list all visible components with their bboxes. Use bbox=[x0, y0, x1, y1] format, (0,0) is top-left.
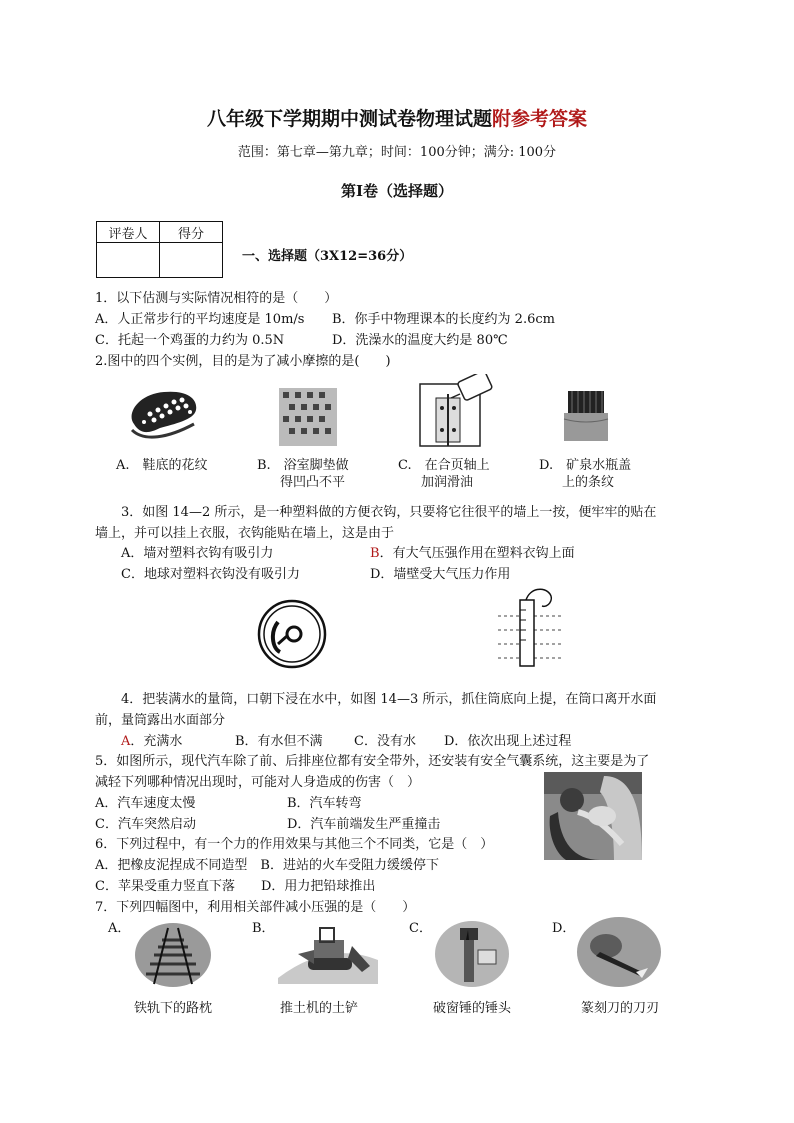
q4-option-d: D．依次出现上述过程 bbox=[444, 734, 572, 749]
q2-caption-d-line1: D. 矿泉水瓶盖 bbox=[539, 458, 632, 473]
q3-option-d: D．墙壁受大气压力作用 bbox=[370, 567, 511, 582]
q5-option-c: C．汽车突然启动 bbox=[95, 817, 196, 832]
measuring-cylinder-image bbox=[496, 586, 564, 672]
grader-cell bbox=[97, 243, 160, 278]
q2-caption-c-line1: C. 在合页轴上 bbox=[398, 458, 490, 473]
grader-header: 评卷人 bbox=[97, 222, 160, 243]
railway-sleeper-image bbox=[134, 922, 212, 988]
q5-stem-line2: 减轻下列哪种情况出现时，可能对人身造成的伤害（ ） bbox=[95, 775, 421, 790]
q5-option-b: B．汽车转弯 bbox=[287, 796, 362, 811]
q1-option-a: A．人正常步行的平均速度是 10m/s bbox=[95, 312, 305, 327]
title-main: 八年级下学期期中测试卷物理试题 bbox=[206, 108, 492, 130]
q3-option-b bbox=[370, 542, 575, 561]
bath-mat-image bbox=[279, 388, 337, 446]
q2-caption-b-line1: B. 浴室脚垫做 bbox=[257, 458, 349, 473]
hinge-oil-image bbox=[416, 374, 498, 450]
q6-stem: 6．下列过程中，有一个力的作用效果与其他三个不同类，它是（ ） bbox=[95, 837, 494, 852]
q1-option-b: B．你手中物理课本的长度约为 2.6cm bbox=[332, 312, 555, 327]
volume-heading: 第Ⅰ卷（选择题） bbox=[340, 182, 454, 200]
q7-caption-b: 推土机的土铲 bbox=[279, 1001, 358, 1016]
score-header: 得分 bbox=[160, 222, 223, 243]
carving-knife-image bbox=[576, 916, 662, 988]
score-table bbox=[96, 221, 223, 278]
bulldozer-image bbox=[278, 920, 378, 984]
score-cell bbox=[160, 243, 223, 278]
q4-option-c: C．没有水 bbox=[354, 734, 416, 749]
title-answer-note: 附参考答案 bbox=[492, 108, 588, 130]
window-hammer-image bbox=[434, 920, 510, 988]
q3-option-b-text: ．有大气压强作用在塑料衣钩上面 bbox=[379, 546, 575, 561]
q4-option-a bbox=[121, 730, 182, 749]
q4-stem-line1: 4．把装满水的量筒，口朝下浸在水中，如图 14—3 所示，抓住筒底向上提，在筒口离开水面 bbox=[121, 692, 657, 707]
q2-caption-b bbox=[257, 457, 349, 491]
q7-label-d: D． bbox=[552, 921, 576, 936]
q7-label-c: C． bbox=[409, 921, 432, 936]
q2-caption-c-line2: 加润滑油 bbox=[421, 475, 474, 490]
q7-stem: 7．下列四幅图中，利用相关部件减小压强的是（ ） bbox=[95, 900, 416, 915]
q3-stem-line2: 墙上，并可以挂上衣服，衣钩能贴在墙上，这是由于 bbox=[95, 526, 395, 541]
q2-caption-a: A. 鞋底的花纹 bbox=[116, 458, 208, 473]
q6-options-ab: A．把橡皮泥捏成不同造型 B．进站的火车受阻力缓缓停下 bbox=[95, 858, 439, 873]
shoe-sole-image bbox=[124, 384, 202, 446]
suction-hook-image bbox=[256, 598, 328, 670]
q3-option-c: C．地球对塑料衣钩没有吸引力 bbox=[121, 567, 300, 582]
q6-options-cd: C．苹果受重力竖直下落 D．用力把铅球推出 bbox=[95, 879, 376, 894]
car-airbag-photo bbox=[544, 772, 642, 860]
q4-option-b: B．有水但不满 bbox=[235, 734, 323, 749]
q1-stem: 1．以下估测与实际情况相符的是（ ） bbox=[95, 291, 338, 306]
q2-caption-d-line2: 上的条纹 bbox=[562, 475, 615, 490]
q4-option-a-letter: A bbox=[121, 734, 131, 749]
q4-stem-line2: 前，量筒露出水面部分 bbox=[95, 713, 226, 728]
q3-stem-line1: 3．如图 14—2 所示，是一种塑料做的方便衣钩，只要将它往很平的墙上一按，便牢牢的贴在 bbox=[121, 505, 657, 520]
q2-caption-b-line2: 得凹凸不平 bbox=[280, 475, 346, 490]
exam-scope: 范围：第七章—第九章；时间：100分钟；满分: 100分 bbox=[237, 145, 557, 160]
section-heading: 一、选择题（3X12=36分） bbox=[242, 249, 413, 264]
q1-option-c: C．托起一个鸡蛋的力约为 0.5N bbox=[95, 333, 285, 348]
q7-label-b: B． bbox=[252, 921, 275, 936]
q4-option-a-text: ．充满水 bbox=[130, 734, 183, 749]
q7-caption-a: 铁轨下的路枕 bbox=[133, 1001, 212, 1016]
q2-caption-d bbox=[539, 457, 631, 491]
q7-label-a: A． bbox=[108, 921, 131, 936]
q5-option-a: A．汽车速度太慢 bbox=[95, 796, 196, 811]
q3-option-a: A．墙对塑料衣钩有吸引力 bbox=[121, 546, 274, 561]
q3-option-b-letter: B bbox=[370, 546, 380, 561]
q2-stem: 2.图中的四个实例，目的是为了减小摩擦的是( ) bbox=[95, 354, 391, 369]
q1-option-d: D．洗澡水的温度大约是 80℃ bbox=[332, 333, 508, 348]
q7-caption-c: 破窗锤的锤头 bbox=[432, 1001, 511, 1016]
q7-caption-d: 篆刻刀的刀刃 bbox=[580, 1001, 659, 1016]
bottle-cap-image bbox=[562, 389, 612, 443]
q5-stem-line1: 5．如图所示，现代汽车除了前、后排座位都有安全带外，还安装有安全气囊系统，这主要是为了 bbox=[95, 754, 650, 769]
q5-option-d: D．汽车前端发生严重撞击 bbox=[287, 817, 441, 832]
page-title bbox=[0, 104, 794, 131]
q2-caption-c bbox=[398, 457, 490, 491]
